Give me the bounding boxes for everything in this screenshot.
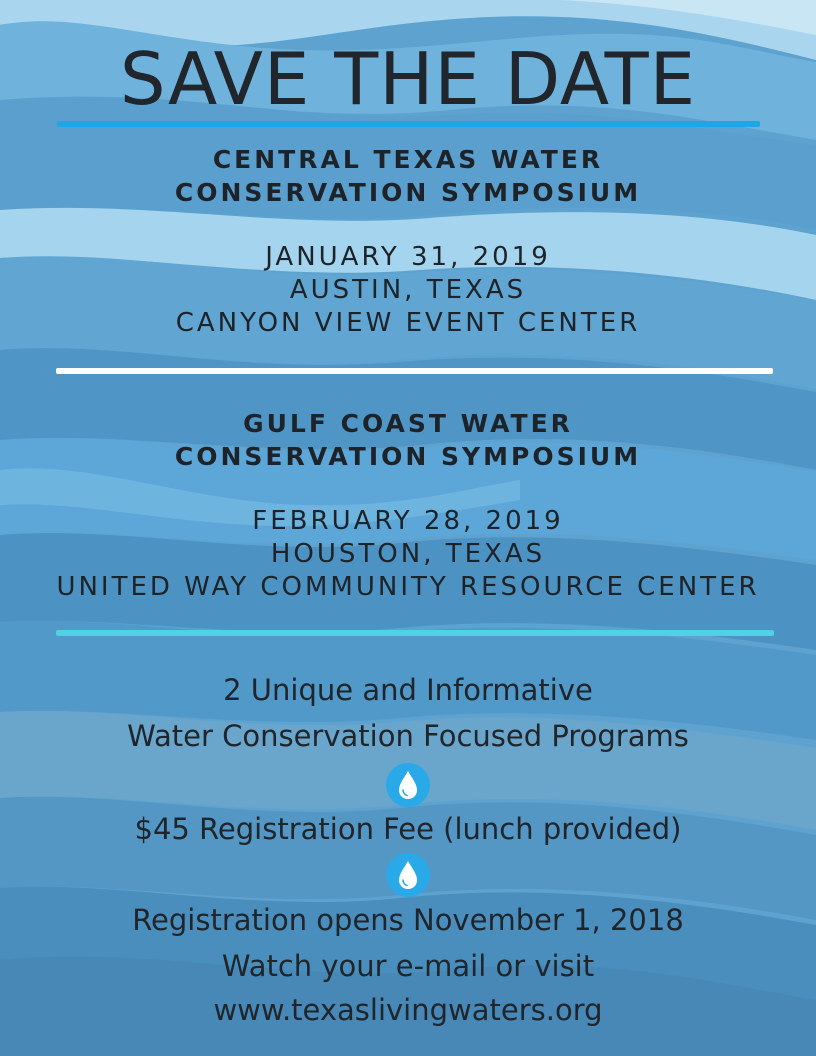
page-title: SAVE THE DATE bbox=[119, 37, 697, 121]
top-divider bbox=[57, 121, 760, 127]
event-2-city: HOUSTON, TEXAS bbox=[270, 539, 546, 569]
event-2-name-line: CONSERVATION SYMPOSIUM bbox=[174, 442, 642, 471]
event-2-venue: UNITED WAY COMMUNITY RESOURCE CENTER bbox=[56, 572, 760, 602]
registration-note: Watch your e-mail or visit bbox=[221, 949, 595, 983]
website-link[interactable]: www.texaslivingwaters.org bbox=[213, 993, 603, 1027]
program-line: 2 Unique and Informative bbox=[223, 673, 593, 707]
event-1-city: AUSTIN, TEXAS bbox=[289, 275, 527, 305]
registration-open-date: Registration opens November 1, 2018 bbox=[132, 903, 684, 937]
event-1-name bbox=[0, 143, 816, 209]
event-2-details bbox=[0, 505, 816, 604]
event-1-venue: CANYON VIEW EVENT CENTER bbox=[175, 308, 641, 338]
event-2-name bbox=[0, 407, 816, 473]
event-1-name-line: CENTRAL TEXAS WATER bbox=[212, 145, 604, 174]
program-line: Water Conservation Focused Programs bbox=[127, 719, 689, 753]
registration-info bbox=[0, 901, 816, 1029]
water-drop-icon bbox=[385, 852, 431, 898]
event-1-name-line: CONSERVATION SYMPOSIUM bbox=[174, 178, 642, 207]
event-1-details bbox=[0, 241, 816, 340]
bottom-divider bbox=[56, 630, 774, 636]
water-drop-icon bbox=[385, 762, 431, 808]
event-2-name-line: GULF COAST WATER bbox=[243, 409, 573, 438]
registration-fee: $45 Registration Fee (lunch provided) bbox=[134, 812, 682, 846]
program-description bbox=[0, 671, 816, 755]
middle-divider bbox=[56, 368, 773, 374]
event-2-date: FEBRUARY 28, 2019 bbox=[252, 506, 564, 536]
event-1-date: JANUARY 31, 2019 bbox=[265, 242, 551, 272]
